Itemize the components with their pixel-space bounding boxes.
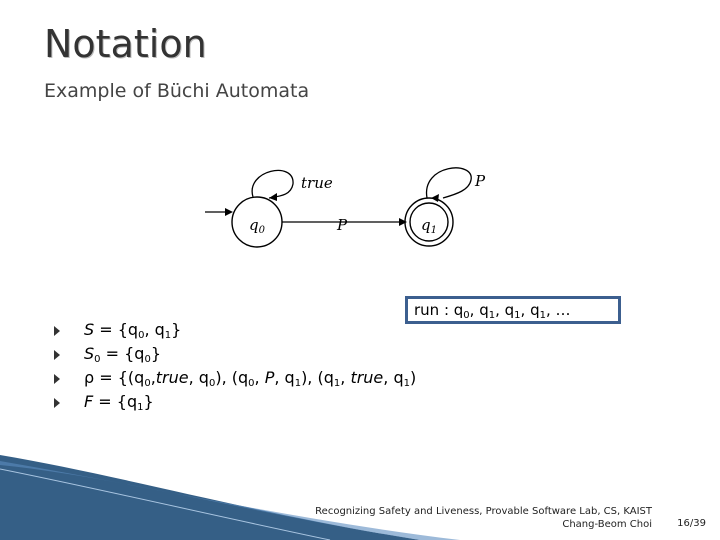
bullet-arrow-icon bbox=[54, 398, 60, 408]
bullet-transitions: $\rho = \{(q_0,true$, $q_0$), ($q_0$, P, $q_1$), ($q_1$, true, $q_1$) bbox=[52, 366, 416, 390]
subtitle-prefix: Example of bbox=[44, 80, 151, 102]
bullet-arrow-icon bbox=[54, 350, 60, 360]
footer bbox=[315, 505, 652, 531]
definition-list bbox=[52, 318, 416, 414]
footer-line2: Chang-Beom Choi bbox=[562, 519, 652, 530]
slide-title: Notation bbox=[44, 22, 207, 66]
loop-q1 bbox=[427, 168, 472, 198]
loop-q0-label: true bbox=[301, 174, 333, 192]
edge-q0-q1-label: P bbox=[337, 216, 348, 234]
loop-q0 bbox=[252, 170, 293, 198]
loop-q0-arrowhead bbox=[269, 193, 277, 201]
bullet-arrow-icon bbox=[54, 374, 60, 384]
subtitle-rest: Büchi Automata bbox=[156, 80, 310, 102]
automaton-diagram bbox=[195, 150, 525, 260]
loop-q1-label: P bbox=[475, 172, 486, 190]
footer-line1: Recognizing Safety and Liveness, Provable Software Lab, CS, KAIST bbox=[315, 506, 652, 517]
bullet-arrow-icon bbox=[54, 326, 60, 336]
bullet-accepting-states: $F = \{q_1\}$ bbox=[52, 390, 416, 414]
run-box: run : $q_0$, $q_1$, $q_1$, $q_1$, … bbox=[405, 296, 621, 324]
bullet-initial-states: $S_0 = \{q_0\}$ bbox=[52, 342, 416, 366]
slide-subtitle bbox=[44, 80, 309, 102]
state-q1-label: $q_1$ bbox=[421, 216, 437, 236]
start-arrowhead bbox=[225, 208, 233, 216]
bullet-states: $S = \{q_0$, $q_1$} bbox=[52, 318, 416, 342]
page-number: 16/39 bbox=[677, 518, 706, 529]
state-q0-label: $q_0$ bbox=[249, 216, 265, 236]
loop-q1-arrowhead bbox=[431, 194, 439, 202]
